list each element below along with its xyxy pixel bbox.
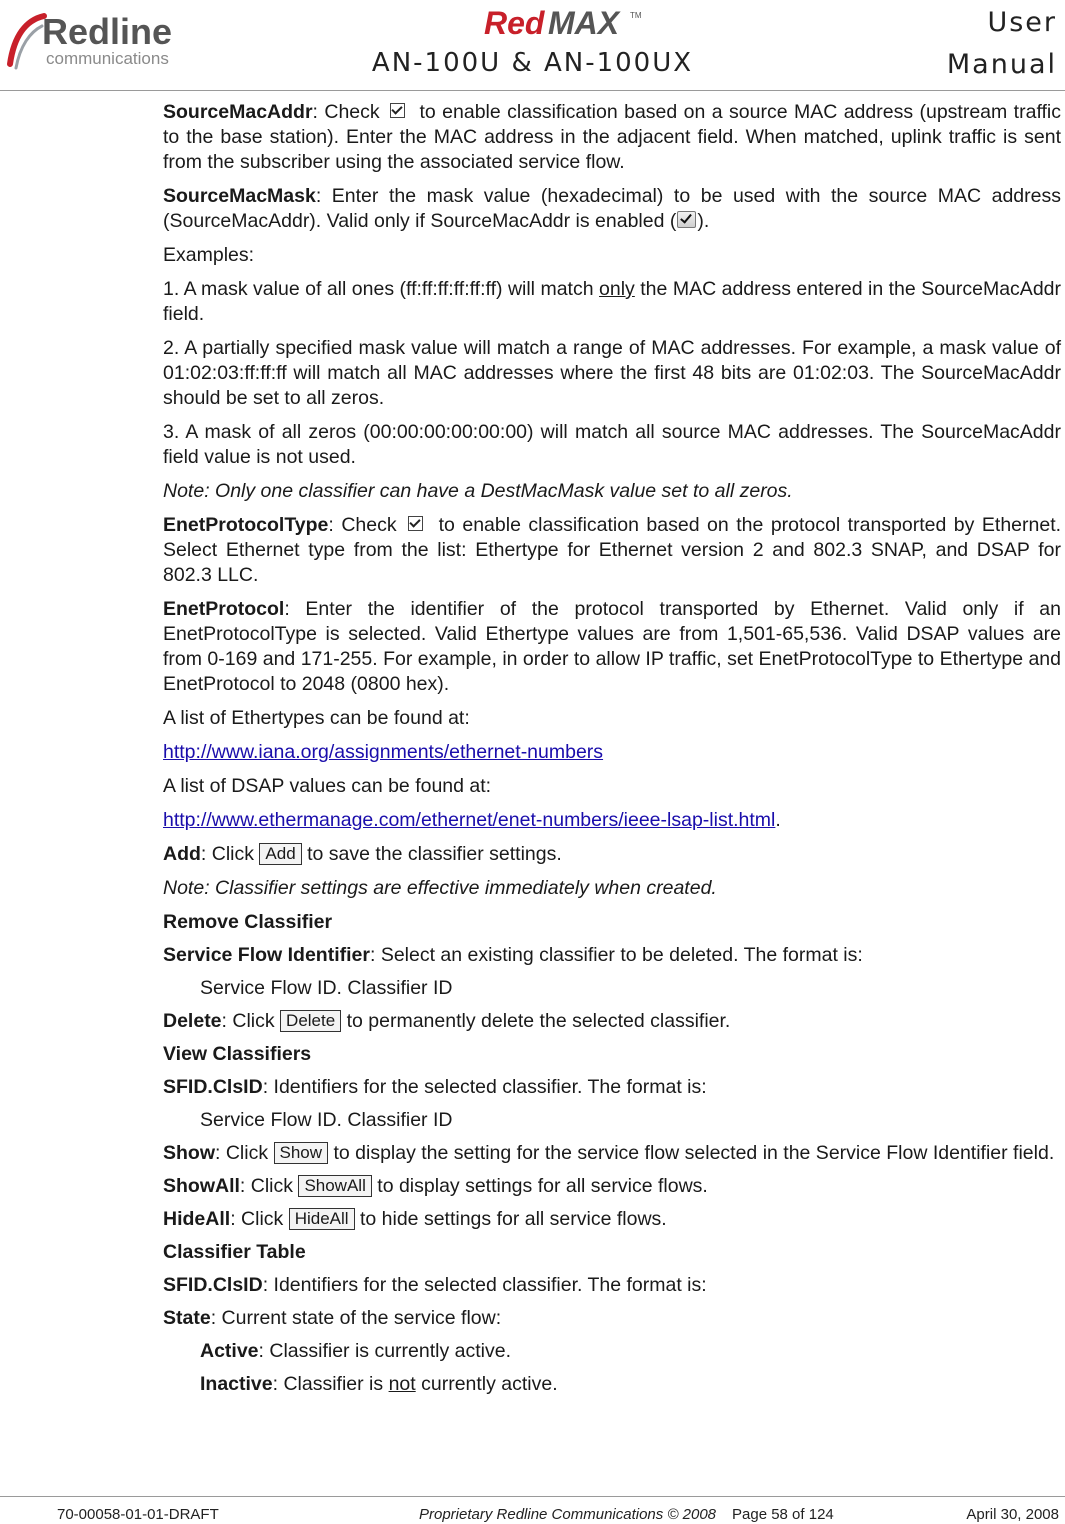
para-ethertypes-intro: A list of Ethertypes can be found at: [163,707,470,729]
svg-text:TM: TM [630,11,642,20]
ethertypes-link[interactable]: http://www.iana.org/assignments/ethernet-numbers [163,741,604,763]
title-line-2: Manual [946,49,1057,80]
svg-text:Red: Red [484,5,545,40]
para-add [163,842,1061,867]
text: : Current state of the service flow: [210,1307,502,1329]
para-enet-protocol-type [163,513,1061,588]
checked-checkbox-icon [677,211,696,228]
term: Show [163,1142,215,1164]
term: Active [200,1340,259,1362]
text: : Enter the identifier of the protocol transported by Ethernet. Valid only if an EnetProtocolType is selected. Valid Ethertype values are from 1,501-65,536. Valid DSAP values are from 0-169 and 171-255. For example, in order to allow IP traffic, set EnetProtocolType to Ethertype and EnetProtocol to 2048 (0800 hex). [163,598,1061,695]
para-service-flow-identifier [163,943,1061,968]
text: . [775,809,781,831]
title-line-1: User [987,7,1057,38]
text: : Click [200,843,254,865]
page-body [163,100,1061,1405]
para-dsap-link [163,808,1061,833]
document-title [947,2,1057,86]
para-state-active [163,1339,1061,1364]
text: : Click [221,1010,275,1032]
note-classifier-effective: Note: Classifier settings are effective immediately when created. [163,877,717,899]
term: SourceMacAddr [163,101,313,123]
text: : Classifier is [272,1373,384,1395]
note-destmacmask: Note: Only one classifier can have a DestMacMask value set to all zeros. [163,480,793,502]
text: 1. A mask value of all ones (ff:ff:ff:ff:ff:ff) will match [163,278,594,300]
heading: View Classifiers [163,1043,312,1065]
text: to hide settings for all service flows. [359,1208,667,1230]
text: : Click [230,1208,284,1230]
para-enet-protocol [163,597,1061,697]
para-example-1 [163,277,1061,327]
hideall-button[interactable]: HideAll [289,1208,355,1230]
term: SFID.ClsID [163,1076,263,1098]
para-ethertypes-link [163,740,1061,765]
dsap-link[interactable]: http://www.ethermanage.com/ethernet/enet-numbers/ieee-lsap-list.html [163,809,776,831]
footer-doc-id: 70-00058-01-01-DRAFT [57,1506,219,1523]
checkbox-icon [408,516,423,531]
para-example-2: 2. A partially specified mask value will match a range of MAC addresses. For example, a mask value of 01:02:03:ff:ff:ff will match all MAC addresses where the first 48 bits are 01:02:03. The SourceMacAddr should be set to all zeros. [163,337,1061,409]
text: : Click [215,1142,269,1164]
footer-copyright: Proprietary Redline Communications © 2008 [419,1506,717,1523]
text: currently active. [421,1373,558,1395]
text: to enable classification based on a source MAC address (upstream traffic to the base station). Enter the MAC address in the adjacent field. When matched, uplink traffic is sent from the subscriber using the associated service flow. [163,101,1062,173]
term: SFID.ClsID [163,1274,263,1296]
checkbox-icon [390,103,405,118]
header-divider [0,90,1065,91]
text: : Classifier is currently active. [258,1340,512,1362]
term: SourceMacMask [163,185,316,207]
sfid-format: Service Flow ID. Classifier ID [200,1109,453,1131]
term: HideAll [163,1208,231,1230]
heading: Remove Classifier [163,911,333,933]
term: Add [163,843,201,865]
term: Service Flow Identifier [163,944,370,966]
svg-text:MAX: MAX [548,5,620,40]
svg-text:Redline: Redline [42,11,173,52]
text: to display settings for all service flows. [377,1175,708,1197]
text: the MAC address entered in the SourceMacAddr field. [163,278,1062,325]
para-dsap-intro: A list of DSAP values can be found at: [163,775,492,797]
term: ShowAll [163,1175,240,1197]
para-sfid-clsid-2 [163,1273,1061,1298]
delete-button[interactable]: Delete [280,1010,341,1032]
text: : Identifiers for the selected classifier. The format is: [262,1076,707,1098]
para-source-mac-addr [163,100,1061,175]
text: only [599,278,635,300]
text: ). [697,210,710,232]
showall-button[interactable]: ShowAll [298,1175,371,1197]
para-delete [163,1009,1061,1034]
product-model: AN-100U & AN-100UX [371,48,694,78]
term: State [163,1307,211,1329]
para-state [163,1306,1061,1331]
footer-divider [0,1496,1065,1497]
svg-text:communications: communications [46,49,169,68]
term: EnetProtocol [163,598,285,620]
heading-classifier-table [163,1240,1061,1265]
term: EnetProtocolType [163,514,329,536]
text: : Select an existing classifier to be deleted. The format is: [369,944,863,966]
text: to display the setting for the service flow selected in the Service Flow Identifier field. [333,1142,1055,1164]
para-state-inactive [163,1372,1061,1397]
para-examples: Examples: [163,244,255,266]
para-source-mac-mask [163,184,1061,234]
term: Delete [163,1010,222,1032]
text: to permanently delete the selected classifier. [346,1010,731,1032]
heading-remove-classifier [163,910,1061,935]
footer-page-number: Page 58 of 124 [732,1506,834,1523]
footer-date: April 30, 2008 [966,1506,1059,1523]
text: to enable classification based on the protocol transported by Ethernet. Select Ethernet type from the list: Ethertype for Ethernet version 2 and 802.3 SNAP, and DSAP for 802.3 LLC. [163,514,1062,586]
text: : Click [239,1175,294,1197]
text: : Check [312,101,380,123]
para-show [163,1141,1061,1166]
heading: Classifier Table [163,1241,306,1263]
para-showall [163,1174,1061,1199]
text: : Enter the mask value (hexadecimal) to be used with the source MAC address (SourceMacAddr). Valid only if SourceMacAddr is enabled ( [163,185,1061,232]
para-example-3: 3. A mask of all zeros (00:00:00:00:00:00) will match all source MAC addresses. The SourceMacAddr field value is not used. [163,421,1061,468]
text: not [388,1373,416,1395]
sfi-format: Service Flow ID. Classifier ID [200,977,453,999]
add-button[interactable]: Add [259,843,301,865]
para-sfid-clsid-1 [163,1075,1061,1100]
show-button[interactable]: Show [274,1142,329,1164]
para-hideall [163,1207,1061,1232]
redmax-logo [480,4,690,40]
heading-view-classifiers [163,1042,1061,1067]
term: Inactive [200,1373,273,1395]
text: to save the classifier settings. [307,843,562,865]
text: : Identifiers for the selected classifier. The format is: [262,1274,707,1296]
text: : Check [328,514,397,536]
page-header [0,0,1065,95]
